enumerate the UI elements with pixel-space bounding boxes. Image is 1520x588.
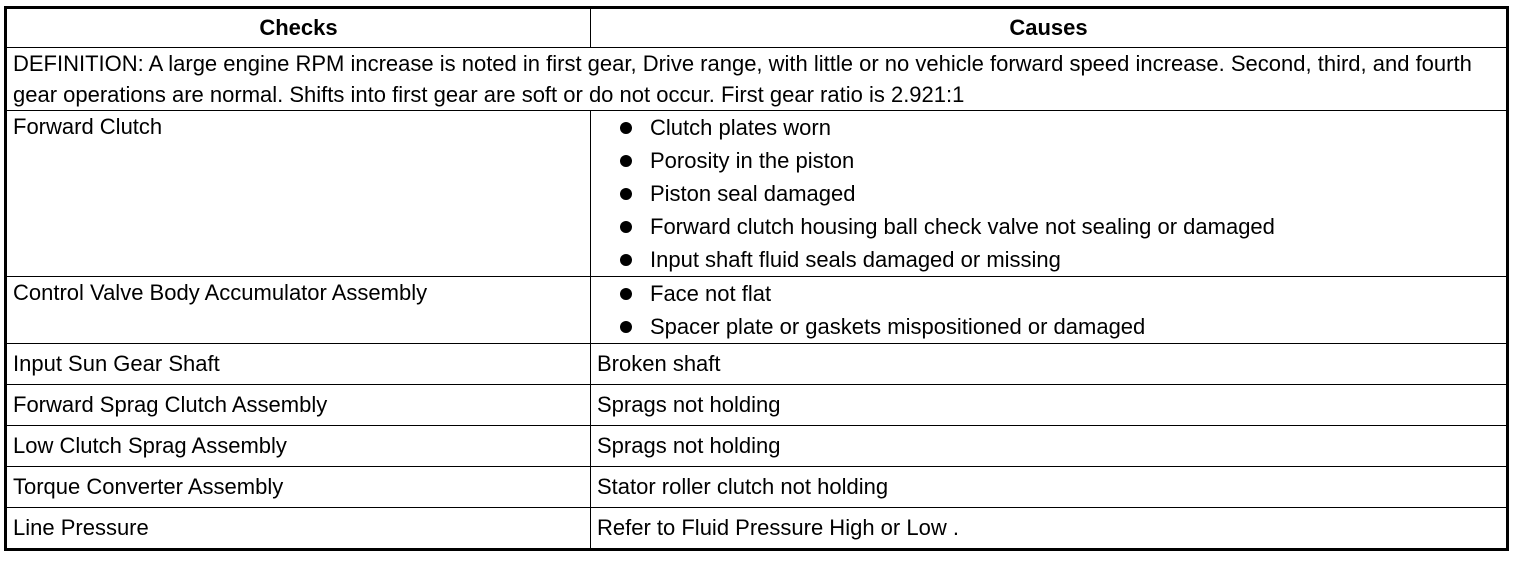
list-item	[615, 177, 1500, 210]
cause-cell: Sprags not holding	[591, 385, 1508, 426]
list-item	[615, 243, 1500, 276]
cause-cell: Stator roller clutch not holding	[591, 467, 1508, 508]
check-cell: Forward Sprag Clutch Assembly	[6, 385, 591, 426]
list-item	[615, 310, 1500, 343]
causes-cell	[591, 277, 1508, 344]
causes-list	[597, 111, 1500, 276]
table-row	[6, 111, 1508, 277]
check-cell: Control Valve Body Accumulator Assembly	[6, 277, 591, 344]
list-item	[615, 210, 1500, 243]
bullet-icon	[620, 122, 632, 134]
bullet-icon	[620, 254, 632, 266]
cause-text: Spacer plate or gaskets mispositioned or damaged	[650, 314, 1146, 339]
cause-text: Porosity in the piston	[650, 148, 855, 173]
checks-column-header: Checks	[6, 8, 591, 48]
cause-cell: Sprags not holding	[591, 426, 1508, 467]
list-item	[615, 111, 1500, 144]
check-cell: Input Sun Gear Shaft	[6, 344, 591, 385]
cause-text: Input shaft fluid seals damaged or missing	[650, 247, 1061, 272]
bullet-icon	[620, 221, 632, 233]
table-row	[6, 467, 1508, 508]
header-row	[6, 8, 1508, 48]
check-cell: Torque Converter Assembly	[6, 467, 591, 508]
bullet-icon	[620, 321, 632, 333]
table-row	[6, 277, 1508, 344]
check-cell: Low Clutch Sprag Assembly	[6, 426, 591, 467]
check-cell: Line Pressure	[6, 508, 591, 550]
bullet-icon	[620, 155, 632, 167]
cause-text: Piston seal damaged	[650, 181, 856, 206]
table-row	[6, 426, 1508, 467]
table-row	[6, 508, 1508, 550]
cause-text: Face not flat	[650, 281, 772, 306]
causes-cell	[591, 111, 1508, 277]
causes-column-header: Causes	[591, 8, 1508, 48]
definition-text: DEFINITION: A large engine RPM increase is noted in first gear, Drive range, with little or no vehicle forward speed increase. Second, third, and fourth gear operations are normal. Shifts into first gear are soft or do not occur. First gear ratio is 2.921:1	[6, 48, 1508, 111]
table-row	[6, 385, 1508, 426]
cause-text: Clutch plates worn	[650, 115, 831, 140]
diagnosis-table	[4, 6, 1509, 551]
bullet-icon	[620, 188, 632, 200]
causes-list	[597, 277, 1500, 343]
definition-row	[6, 48, 1508, 111]
cause-text: Forward clutch housing ball check valve not sealing or damaged	[650, 214, 1275, 239]
cause-cell: Broken shaft	[591, 344, 1508, 385]
cause-cell: Refer to Fluid Pressure High or Low .	[591, 508, 1508, 550]
table-row	[6, 344, 1508, 385]
list-item	[615, 277, 1500, 310]
list-item	[615, 144, 1500, 177]
bullet-icon	[620, 288, 632, 300]
check-cell: Forward Clutch	[6, 111, 591, 277]
